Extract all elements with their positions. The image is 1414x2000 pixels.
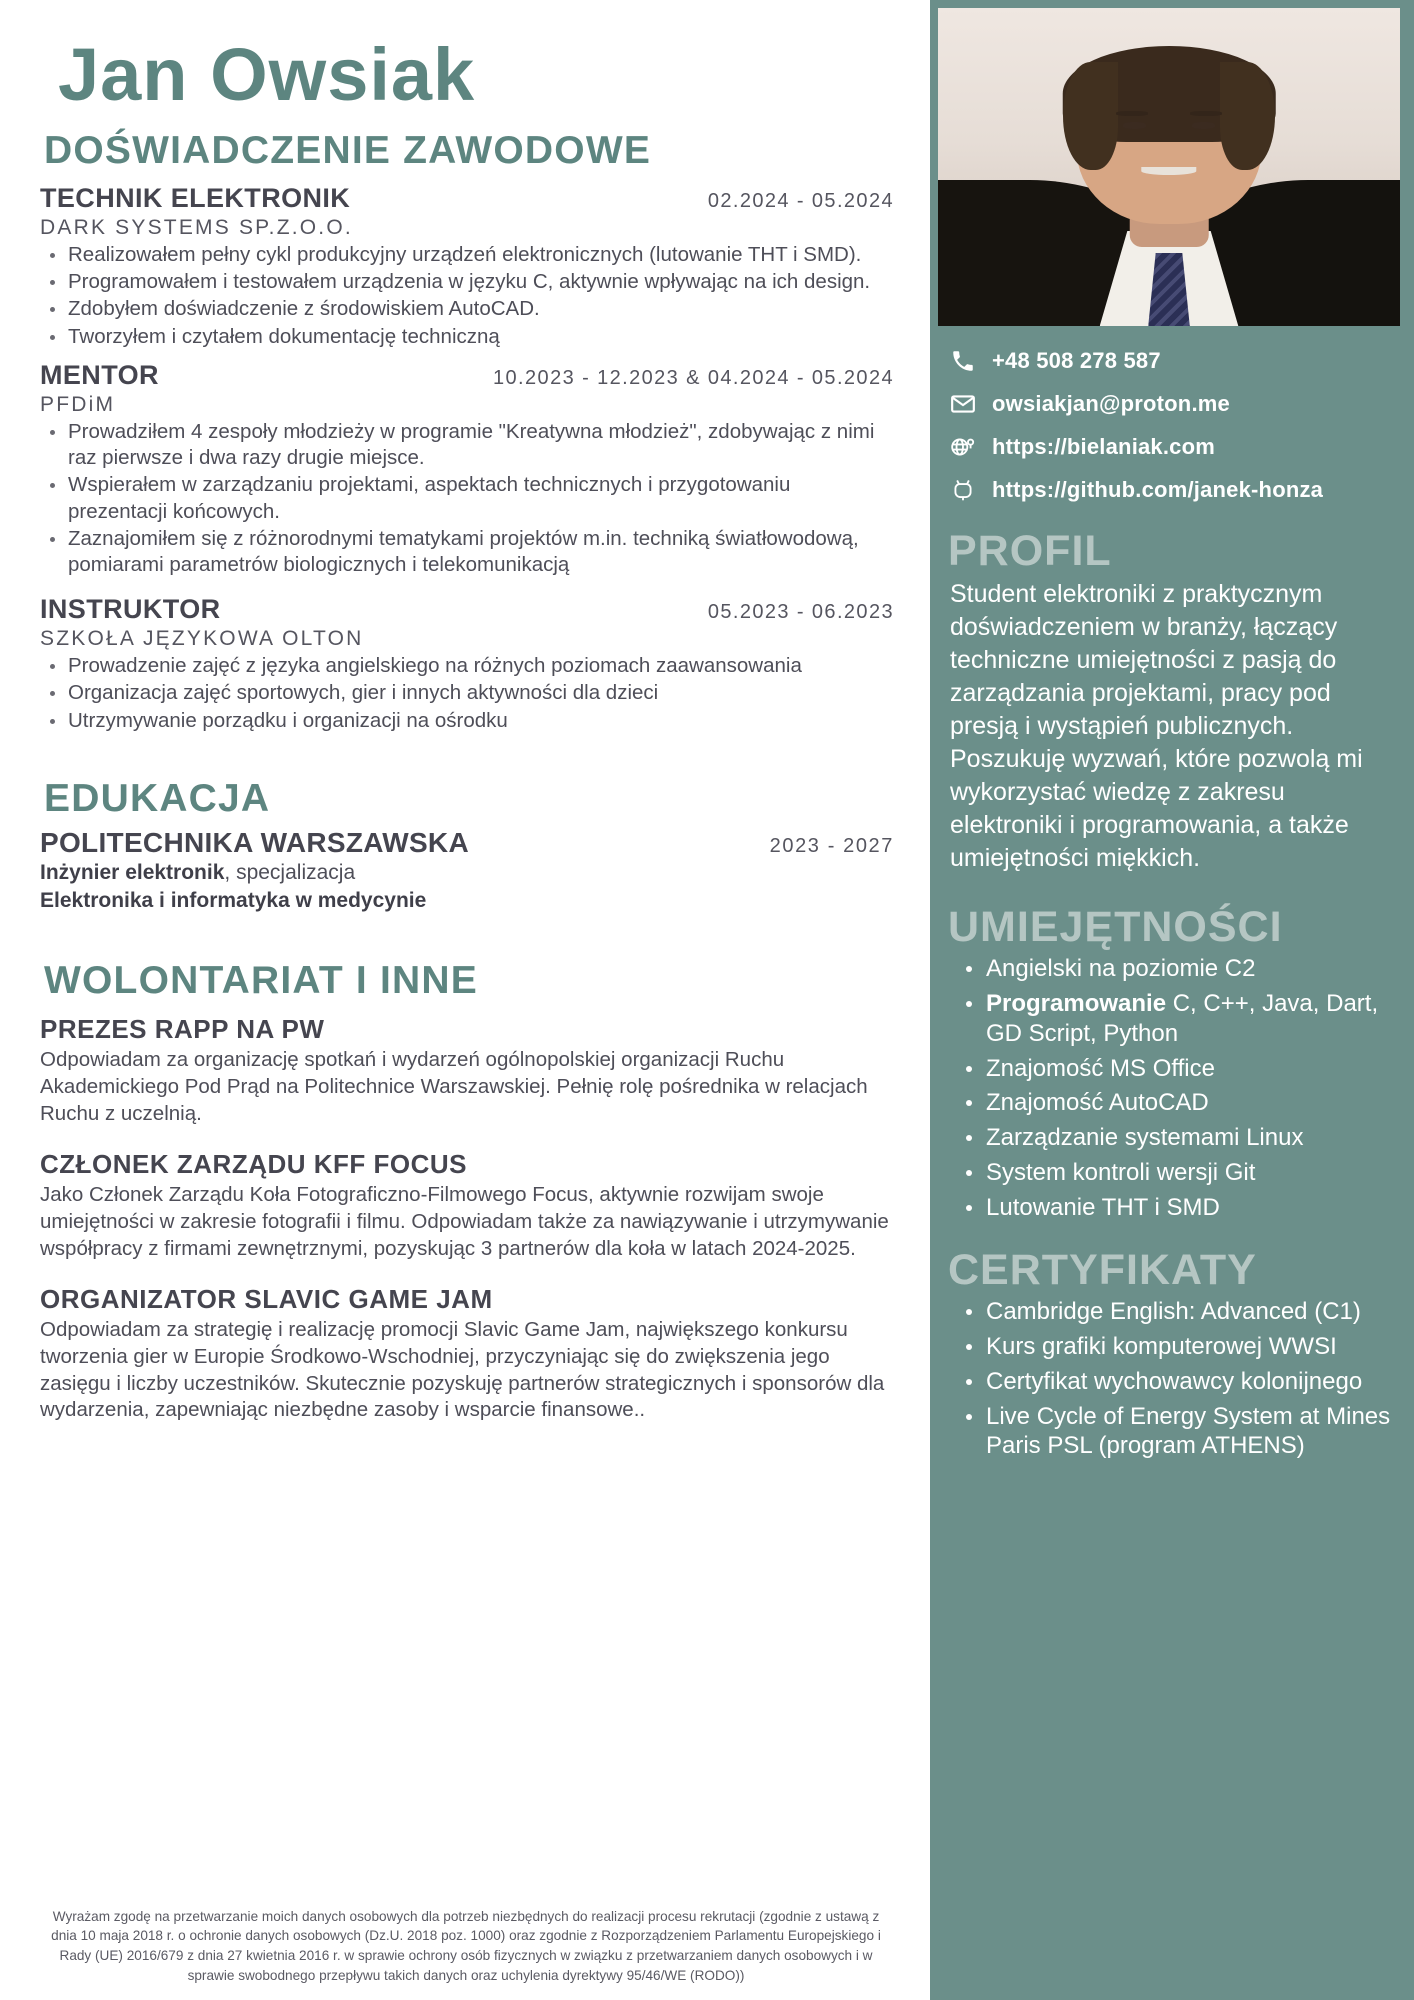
experience-item: [40, 360, 894, 578]
skill-label: Programowanie: [986, 990, 1167, 1018]
gdpr-consent-text: Wyrażam zgodę na przetwarzanie moich danych osobowych dla potrzeb niezbędnych do realizacji procesu rekrutacji (zgodnie z ustawą z dnia 10 maja 2018 r. o ochronie danych osobowych (Dz.U. 2018 poz. 1000) oraz zgodnie z Rozporządzeniem Parlamentu Europejskiego i Rady (UE) 2016/679 z dnia 27 kwietnia 2016 r. w sprawie ochrony osób fizycznych w związku z przetwarzaniem danych osobowych i w sprawie swobodnego przepływu takich danych oraz uchylenia dyrektywy 95/46/WE (RODO)): [51, 1908, 881, 1984]
experience-bullets: [40, 242, 894, 350]
list-item: Zdobyłem doświadczenie z środowiskiem AutoCAD.: [40, 296, 894, 322]
experience-header: [40, 183, 894, 214]
list-item: Angielski na poziomie C2: [964, 954, 1400, 984]
education-header: [40, 827, 894, 859]
photo-hair-right: [1220, 62, 1275, 170]
experience-title: MENTOR: [40, 359, 159, 390]
photo-eyebrow-left: [1116, 111, 1148, 115]
contact-list: [948, 348, 1414, 503]
volunteer-title: PREZES RAPP NA PW: [40, 1014, 325, 1045]
contact-phone[interactable]: [948, 348, 1414, 374]
list-item: Utrzymywanie porządku i organizacji na ośrodku: [40, 708, 894, 734]
education-item: [40, 827, 894, 916]
candidate-name: Jan Owsiak: [58, 33, 476, 116]
list-item: Lutowanie THT i SMD: [964, 1193, 1400, 1223]
volunteer-title: CZŁONEK ZARZĄDU KFF FOCUS: [40, 1149, 468, 1180]
profile-description: Student elektroniki z praktycznym doświadczeniem w branży, łączący techniczne umiejętności z pasją do zarządzania projektami, pracy pod presją i wystąpień publicznych. Poszukuję wyzwań, które pozwolą mi wykorzystać wiedzę z zakresu elektroniki i programowania, a także umiejętności miękkich.: [950, 580, 1363, 873]
education-specialization-text: Elektronika i informatyka w medycynie: [40, 889, 427, 913]
sidebar-title-certificates: CERTYFIKATY: [948, 1246, 1257, 1295]
list-item: Cambridge English: Advanced (C1): [964, 1297, 1400, 1327]
list-item: Zaznajomiłem się z różnorodnymi tematykami projektów m.in. techniką światłowodową, pomiarami parametrów biologicznych i telekomunikacją: [40, 526, 894, 578]
experience-org: DARK SYSTEMS SP.Z.O.O.: [40, 215, 353, 239]
list-item: Wspierałem w zarządzaniu projektami, aspektach technicznych i przygotowaniu prezentacji końcowych.: [40, 472, 894, 524]
list-item: Organizacja zajęć sportowych, gier i innych aktywności dla dzieci: [40, 680, 894, 706]
section-title-volunteer: WOLONTARIAT I INNE: [44, 958, 478, 1002]
list-item: System kontroli wersji Git: [964, 1158, 1400, 1188]
experience-date: 02.2024 - 05.2024: [707, 189, 894, 212]
list-item: Znajomość MS Office: [964, 1054, 1400, 1084]
photo-hair-left: [1063, 62, 1118, 170]
experience-date: 10.2023 - 12.2023 & 04.2024 - 05.2024: [493, 366, 894, 389]
volunteer-title: ORGANIZATOR SLAVIC GAME JAM: [40, 1284, 493, 1315]
list-item: Zarządzanie systemami Linux: [964, 1123, 1400, 1153]
phone-icon: [948, 348, 978, 374]
contact-github-value: https://github.com/janek-honza: [992, 477, 1324, 502]
list-item: Znajomość AutoCAD: [964, 1088, 1400, 1118]
list-item: Prowadziłem 4 zespoły młodzieży w programie "Kreatywna młodzież", zdobywając z nimi raz pierwsze i dwa razy drugie miejsce.: [40, 419, 894, 471]
experience-org: SZKOŁA JĘZYKOWA OLTON: [40, 627, 364, 651]
volunteer-item: [40, 1014, 894, 1127]
portrait-image: [938, 8, 1400, 326]
sidebar-title-profile: PROFIL: [948, 527, 1112, 575]
contact-github[interactable]: [948, 477, 1414, 503]
experience-org: PFDiM: [40, 392, 116, 416]
contact-phone-value: +48 508 278 587: [992, 348, 1161, 373]
contact-email[interactable]: [948, 391, 1414, 417]
education-degree: [40, 859, 894, 887]
list-item: [964, 989, 1400, 1049]
email-icon: [948, 391, 978, 417]
photo-eyebrow-right: [1190, 111, 1222, 115]
list-item: Prowadzenie zajęć z języka angielskiego na różnych poziomach zaawansowania: [40, 653, 894, 679]
experience-item: [40, 594, 894, 734]
experience-title: TECHNIK ELEKTRONIK: [40, 182, 351, 213]
skill-value: C, C++, Java, Dart, GD Script, Python: [986, 990, 1379, 1047]
list-item: Tworzyłem i czytałem dokumentację techniczną: [40, 324, 894, 350]
list-item: Live Cycle of Energy System at Mines Paris PSL (program ATHENS): [964, 1402, 1400, 1462]
website-icon: [948, 434, 978, 460]
experience-item: [40, 183, 894, 350]
photo-eye-left: [1123, 122, 1146, 129]
profile-photo: [938, 8, 1400, 326]
volunteer-item: [40, 1149, 894, 1262]
contact-website[interactable]: [948, 434, 1414, 460]
experience-header: [40, 360, 894, 391]
photo-mouth: [1141, 167, 1196, 175]
experience-bullets: [40, 653, 894, 734]
volunteer-text: Odpowiadam za organizację spotkań i wydarzeń ogólnopolskiej organizacji Ruchu Akademickiego Pod Prąd na Politechnice Warszawskiej. Pełnię rolę pośrednika w relacjach Ruchu z uczelnią.: [40, 1048, 868, 1125]
volunteer-item: [40, 1284, 894, 1424]
education-school: POLITECHNIKA WARSZAWSKA: [40, 826, 469, 858]
volunteer-text: Jako Członek Zarządu Koła Fotograficzno-Filmowego Focus, aktywnie rozwijam swoje umiejętności w zakresie fotografii i filmu. Odpowiadam także za nawiązywanie i utrzymywanie współpracy z firmami zewnętrznymi, pozyskując 3 partnerów dla koła w latach 2024-2025.: [40, 1183, 889, 1260]
section-title-education: EDUKACJA: [44, 776, 271, 820]
section-title-experience: DOŚWIADCZENIE ZAWODOWE: [44, 129, 652, 172]
experience-bullets: [40, 419, 894, 578]
volunteer-text: Odpowiadam za strategię i realizację promocji Slavic Game Jam, największego konkursu tworzenia gier w Europie Środkowo-Wschodniej, przyczyniając się do zwiększenia jego zasięgu i liczby uczestników. Skutecznie pozyskuję partnerów strategicznych i sponsorów dla wydarzenia, zapewniając niezbędne zasoby i wsparcie finansowe..: [40, 1318, 885, 1422]
education-degree-bold: Inżynier elektronik: [40, 860, 225, 884]
skills-list: [964, 954, 1400, 1222]
education-degree-rest: , specjalizacja: [224, 860, 356, 884]
certificates-list: [964, 1297, 1400, 1461]
experience-title: INSTRUKTOR: [40, 594, 221, 625]
experience-header: [40, 594, 894, 625]
list-item: Realizowałem pełny cykl produkcyjny urządzeń elektronicznych (lutowanie THT i SMD).: [40, 242, 894, 268]
contact-website-value: https://bielaniak.com: [992, 434, 1216, 459]
list-item: Programowałem i testowałem urządzenia w języku C, aktywnie wpływając na ich design.: [40, 269, 894, 295]
list-item: Certyfikat wychowawcy kolonijnego: [964, 1367, 1400, 1397]
contact-email-value: owsiakjan@proton.me: [992, 391, 1230, 416]
experience-date: 05.2023 - 06.2023: [707, 601, 894, 624]
sidebar-title-skills: UMIEJĘTNOŚCI: [948, 903, 1283, 952]
github-icon: [948, 477, 978, 503]
list-item: Kurs grafiki komputerowej WWSI: [964, 1332, 1400, 1362]
education-specialization: [40, 887, 894, 915]
education-date: 2023 - 2027: [769, 834, 894, 857]
cv-sidebar: [930, 0, 1414, 2000]
